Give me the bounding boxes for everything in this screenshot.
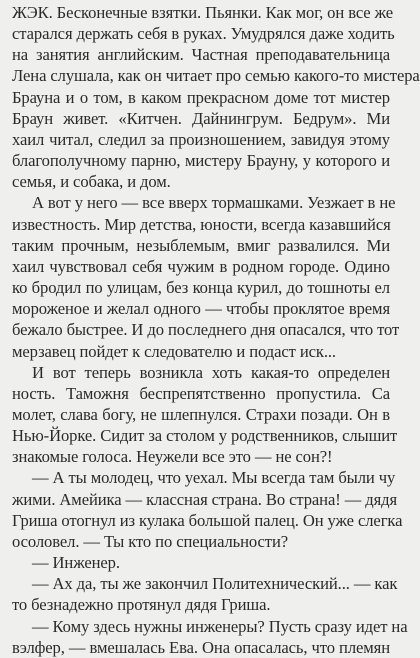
text-line: старался держать себя в руках. Умудрялся даже ходить (12, 24, 395, 44)
text-line: знакомые голоса. Неужели все это — не сон?! (12, 447, 333, 467)
text-line: Лена слушала, как он читает про семью какого-то мистера (12, 66, 420, 86)
text-line: ко бродил по улицам, без конца курил, до тошноты ел (12, 278, 390, 298)
text-line: Брауна и о том, в каком прекрасном доме тот мистер (12, 87, 390, 107)
text-line: осоловел. — Ты кто по специальности? (12, 531, 288, 551)
text-line: Браун живет. «Китчен. Дайнингрум. Бедрум». Ми (12, 108, 390, 128)
text-line: на занятия английским. Частная преподавательница (12, 45, 390, 65)
text-line: мороженое и желал одного — чтобы проклятое время (12, 299, 390, 319)
text-line: бежало быстрее. И до последнего дня опасался, что тот (12, 320, 400, 340)
text-line: известность. Мир детства, юности, всегда казавшийся (12, 214, 391, 234)
text-line: — Инженер. (32, 553, 120, 573)
text-line: жими. Амейика — классная страна. Во страна! — дядя (12, 489, 397, 509)
text-line: А вот у него — все вверх тормашками. Уезжает в не (32, 193, 396, 213)
text-line: ЖЭК. Бесконечные взятки. Пьянки. Как мог, он все же (12, 3, 394, 22)
text-line: Гриша отогнул из кулака большой палец. Он уже слегка (12, 510, 403, 530)
text-line: хаил читал, следил за произношением, завидуя этому (12, 129, 390, 149)
text-line: то безнадежно протянул дядя Гриша. (12, 595, 271, 615)
text-line: молет, слава богу, не шлепнулся. Страхи позади. Он в (12, 404, 390, 424)
text-line: — Ах да, ты же закончил Политехнический... — как (32, 574, 398, 594)
text-line: Нью-Йорке. Сидит за столом у родственников, слышит (12, 426, 398, 446)
text-line: мерзавец пойдет к следователю и подаст иск... (12, 341, 336, 361)
text-line: хаил чувствовал себя чужим в родном городе. Одино (12, 256, 390, 276)
text-line: И вот теперь возникла хоть какая-то определен (32, 362, 390, 382)
text-line: ность. Таможня беспрепятственно пропустила. Са (12, 383, 390, 403)
text-line: таким прочным, незыблемым, вмиг развалился. Ми (12, 235, 390, 255)
text-line: — А ты молодец, что уехал. Мы всегда там были чу (32, 468, 396, 488)
text-line: вэлфер, — вмешалась Ева. Она опасалась, что племян (12, 637, 390, 657)
text-line: семья, и собака, и дом. (12, 172, 171, 192)
text-line: благополучному парню, мистеру Брауну, у которого и (12, 151, 390, 171)
text-line: — Кому здесь нужны инженеры? Пусть сразу идет на (32, 616, 408, 636)
